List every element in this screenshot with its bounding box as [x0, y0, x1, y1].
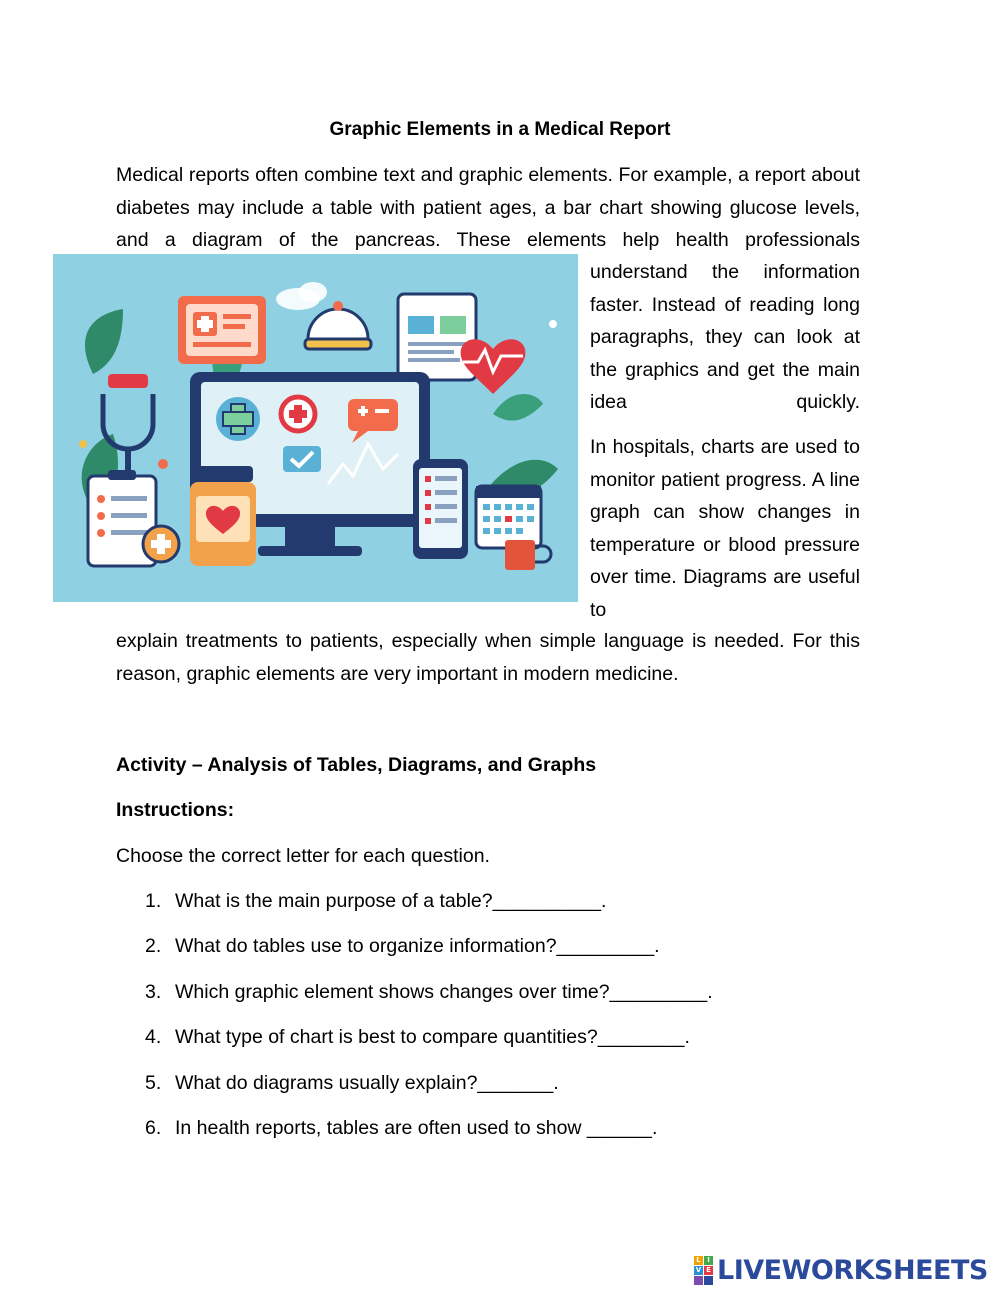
activity-heading: Activity – Analysis of Tables, Diagrams, and Graphs	[116, 754, 597, 776]
hospital-paragraph-bottom: explain treatments to patients, especially when simple language is needed. For this reason, graphic elements are very important in modern medicine.	[116, 630, 860, 685]
question-text: What do diagrams usually explain?_______.	[175, 1071, 559, 1094]
question-item	[145, 1116, 713, 1161]
question-number: 5.	[145, 1071, 162, 1094]
logo-wordmark: LIVEWORKSHEETS	[717, 1254, 988, 1286]
question-number: 4.	[145, 1026, 162, 1049]
question-number: 1.	[145, 890, 162, 912]
page-title: Graphic Elements in a Medical Report	[329, 119, 671, 140]
question-text: What is the main purpose of a table?__________.	[175, 890, 607, 912]
question-number: 6.	[145, 1116, 162, 1139]
hospital-paragraph-side: In hospitals, charts are used to monitor patient progress. A line graph can show changes in temperature or blood pressure over time. Diagrams are useful to	[590, 436, 860, 621]
question-number: 2.	[145, 935, 162, 958]
instructions-text: Choose the correct letter for each question.	[116, 845, 490, 867]
question-item	[145, 889, 713, 934]
question-item	[145, 980, 713, 1025]
medical-illustration	[53, 254, 578, 602]
question-item	[145, 1071, 713, 1116]
question-text: What do tables use to organize information?_________.	[175, 935, 660, 958]
logo-mark-icon: L I V E	[694, 1256, 713, 1285]
intro-paragraph-side: understand the information faster. Instead of reading long paragraphs, they can look at the graphics and get the main idea quickly.	[590, 261, 860, 413]
question-item	[145, 1025, 713, 1070]
question-text: Which graphic element shows changes over time?_________.	[175, 980, 713, 1003]
instructions-label: Instructions:	[116, 799, 235, 821]
liveworksheets-logo[interactable]	[694, 1254, 988, 1286]
question-text: In health reports, tables are often used to show ______.	[175, 1116, 658, 1139]
question-text: What type of chart is best to compare quantities?________.	[175, 1026, 690, 1049]
intro-paragraph-top: Medical reports often combine text and graphic elements. For example, a report about diabetes may include a table with patient ages, a bar chart showing glucose levels, and a diagram of the pancreas. These elements help health professionals	[116, 164, 860, 251]
question-number: 3.	[145, 980, 162, 1003]
question-item	[145, 934, 713, 979]
question-list	[145, 889, 713, 1161]
